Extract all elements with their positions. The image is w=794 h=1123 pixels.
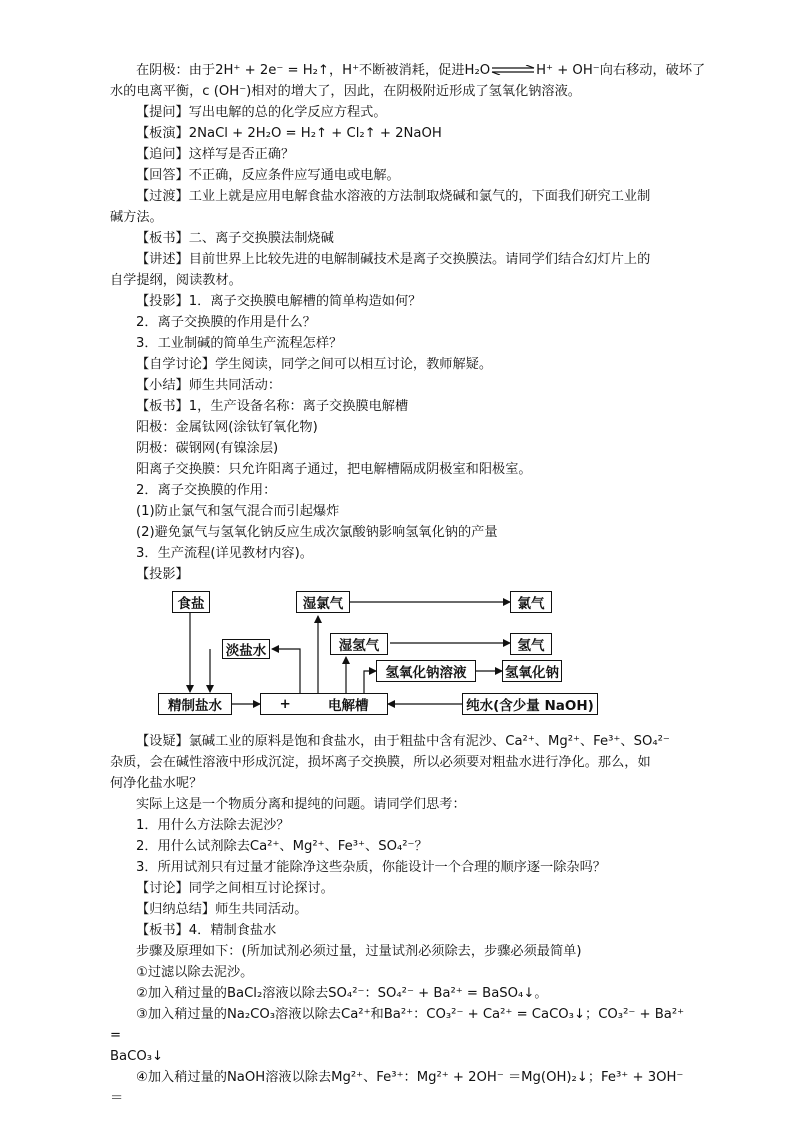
line: 【板书】4．精制食盐水: [136, 923, 277, 938]
line: 【板书】二、离子交换膜法制烧碱: [136, 231, 334, 246]
line: 3．生产流程(详见教材内容)。: [136, 546, 313, 561]
line: 步骤及原理如下：(所加试剂必须过量，过量试剂必须除去，步骤必须最简单): [136, 944, 582, 959]
line: ③加入稍过量的Na₂CO₃溶液以除去Ca²⁺和Ba²⁺：CO₃²⁻ + Ca²⁺ = CaCO₃↓；CO₃²⁻ + Ba²⁺ =: [110, 1007, 685, 1043]
line: 实际上这是一个物质分离和提纯的问题。请同学们思考：: [136, 797, 466, 812]
cell-label: 电解槽: [327, 698, 369, 714]
line: 【讲述】目前世界上比较先进的电解制碱技术是离子交换膜法。请同学们结合幻灯片上的: [136, 252, 651, 267]
line: 阳离子交换膜：只允许阳离子通过，把电解槽隔成阴极室和阳极室。: [136, 462, 532, 477]
line: 碱方法。: [110, 210, 163, 225]
box-hydrogen: 氢气: [510, 633, 552, 655]
line: 【追问】这样写是否正确？: [136, 147, 295, 162]
line: 【提问】写出电解的总的化学反应方程式。: [136, 105, 387, 120]
line: 【回答】不正确，反应条件应写通电或电解。: [136, 168, 400, 183]
line: 【讨论】同学之间相互讨论探讨。: [136, 881, 334, 896]
line: 【自学讨论】学生阅读，同学之间可以相互讨论，教师解疑。: [136, 357, 493, 372]
line: 自学提纲，阅读教材。: [110, 273, 242, 288]
text-segment: H⁺ + OH⁻向右移动，破坏了: [536, 63, 706, 78]
box-wet-hydrogen: 湿氢气: [330, 633, 388, 655]
line: 【板书】1，生产设备名称：离子交换膜电解槽: [136, 399, 409, 414]
line: 2．用什么试剂除去Ca²⁺、Mg²⁺、Fe³⁺、SO₄²⁻？: [136, 839, 428, 854]
line: ④加入稍过量的NaOH溶液以除去Mg²⁺、Fe³⁺：Mg²⁺ + 2OH⁻ ＝Mg(OH)₂↓；Fe³⁺ + 3OH⁻ ＝: [110, 1070, 684, 1106]
line: ②加入稍过量的BaCl₂溶液以除去SO₄²⁻：SO₄²⁻ + Ba²⁺ = BaSO₄↓。: [136, 986, 548, 1001]
line: 阴极：碳钢网(有镍涂层): [136, 441, 279, 456]
line: 2．离子交换膜的作用是什么？: [136, 315, 316, 330]
line: 【设疑】氯碱工业的原料是饱和食盐水，由于粗盐中含有泥沙、Ca²⁺、Mg²⁺、Fe³⁺、SO₄²⁻: [136, 734, 670, 749]
text-segment: 在阴极：由于2H⁺ + 2e⁻ = H₂↑，H⁺不断被消耗，促进H₂O: [136, 63, 491, 78]
box-naoh: 氢氧化钠: [502, 660, 562, 682]
line: 【投影】: [136, 567, 189, 582]
line: BaCO₃↓: [110, 1049, 164, 1064]
cell-plus-sign: +: [279, 696, 291, 712]
line: 3．工业制碱的简单生产流程怎样？: [136, 336, 343, 351]
line: 阳极：金属钛网(涂钛钌氧化物): [136, 420, 318, 435]
box-electrolytic-cell: [260, 693, 388, 715]
line: 何净化盐水呢？: [110, 776, 203, 791]
line: 水的电离平衡，c (OH⁻)相对的增大了，因此，在阴极附近形成了氢氧化钠溶液。: [110, 84, 581, 99]
line: 杂质，会在碱性溶液中形成沉淀，损坏离子交换膜，所以必须要对粗盐水进行净化。那么，如: [110, 755, 651, 770]
document-page: [110, 60, 706, 1109]
line: 3．所用试剂只有过量才能除净这些杂质，你能设计一个合理的顺序逐一除杂吗？: [136, 860, 606, 875]
line: (1)防止氯气和氢气混合而引起爆炸: [136, 504, 340, 519]
line: ①过滤以除去泥沙。: [136, 965, 254, 980]
box-wet-chlorine: 湿氯气: [296, 591, 350, 613]
line: 2．离子交换膜的作用：: [136, 483, 277, 498]
process-flow-diagram: [110, 589, 688, 729]
line: 【过渡】工业上就是应用电解食盐水溶液的方法制取烧碱和氯气的，下面我们研究工业制: [136, 189, 651, 204]
box-refined-brine: 精制盐水: [158, 693, 232, 715]
box-chlorine: 氯气: [510, 591, 552, 613]
line: 【归纳总结】师生共同活动。: [136, 902, 308, 917]
line: (2)避免氯气与氢氧化钠反应生成次氯酸钠影响氢氧化钠的产量: [136, 525, 498, 540]
box-naoh-solution: 氢氧化钠溶液: [376, 660, 476, 682]
box-salt: 食盐: [172, 591, 210, 613]
box-pure-water: 纯水(含少量 NaOH): [462, 693, 598, 715]
line: 【小结】师生共同活动：: [136, 378, 282, 393]
line: 1．用什么方法除去泥沙？: [136, 818, 290, 833]
box-dilute-brine: 淡盐水: [222, 639, 270, 659]
line: 【投影】1．离子交换膜电解槽的简单构造如何？: [136, 294, 422, 309]
line: [110, 60, 706, 81]
line: 【板演】2NaCl + 2H₂O = H₂↑ + Cl₂↑ + 2NaOH: [136, 126, 442, 141]
equilibrium-arrow-icon: [490, 65, 536, 75]
